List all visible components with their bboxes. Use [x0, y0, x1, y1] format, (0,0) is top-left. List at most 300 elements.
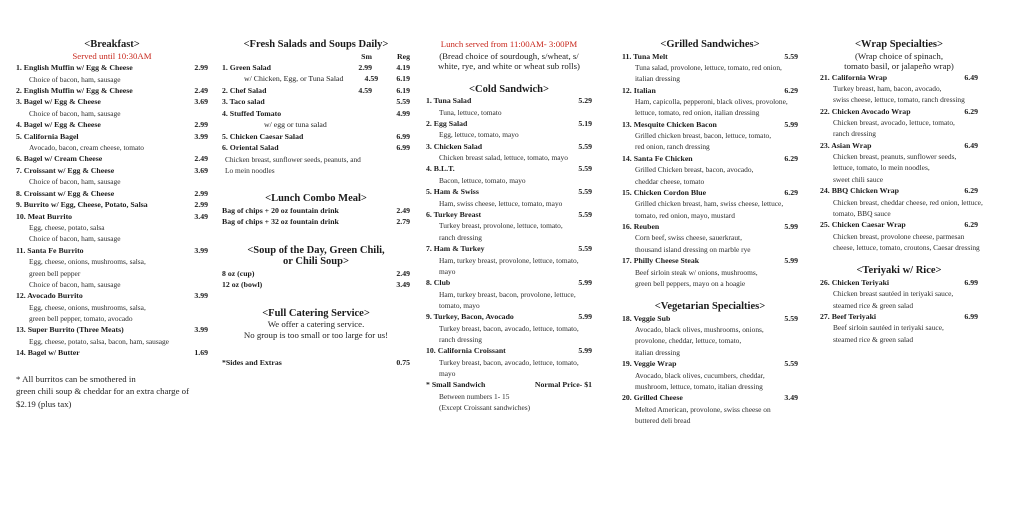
menu-item-row [426, 95, 592, 107]
menu-item-row [622, 85, 798, 97]
spacer [911, 106, 965, 118]
item-price: 6.29 [784, 85, 798, 95]
item-price-small [334, 131, 372, 143]
menu-column [426, 39, 592, 426]
menu-item [622, 119, 798, 153]
item-name: 8 oz (cup) [222, 268, 255, 278]
menu-item-row [16, 245, 208, 257]
item-description: mushroom, lettuce, tomato, italian dressing [635, 381, 763, 391]
item-name: 6. Turkey Breast [426, 209, 482, 219]
item-price: 6.49 [964, 72, 978, 82]
item-price: 3.99 [194, 131, 208, 141]
menu-item-row [426, 163, 592, 175]
item-description: Avocado, black olives, cucumbers, cheddar, [635, 370, 765, 380]
menu-item-row [426, 243, 592, 255]
menu-item [16, 165, 208, 188]
menu-item [820, 140, 978, 185]
item-price-small: 4.59 [358, 85, 372, 95]
menu-item-row [222, 216, 410, 228]
menu-item [16, 324, 208, 347]
menu-item [16, 131, 208, 154]
item-price: 5.99 [578, 346, 592, 356]
item-price: 6.29 [964, 106, 978, 116]
item-price: 5.99 [784, 221, 798, 231]
item-description: green bell pepper [29, 268, 81, 278]
item-price-small [334, 96, 372, 108]
spacer [254, 268, 396, 280]
item-description: Ham, capicolla, pepperoni, black olives, provolone, [635, 97, 788, 107]
spacer [266, 85, 334, 97]
spacer [506, 345, 579, 357]
section-title: <Cold Sandwich> [469, 83, 549, 95]
item-name: 13. Mesquite Chicken Bacon [622, 119, 717, 129]
item-name: 1. Tuna Salad [426, 96, 472, 105]
item-price-regular: 4.19 [396, 62, 410, 72]
menu-item-row [426, 379, 592, 391]
menu-item [16, 245, 208, 290]
menu-item-row [622, 187, 798, 199]
menu-column [820, 39, 983, 357]
spacer [133, 62, 195, 74]
menu-item [222, 279, 410, 291]
spacer [339, 205, 396, 217]
spacer [101, 96, 194, 108]
menu-item-row [222, 142, 410, 154]
item-description: Avocado, black olives, mushrooms, onions, [635, 325, 764, 335]
item-description: Turkey breast, bacon, avocado, lettuce, tomato, [439, 323, 579, 333]
menu-section [222, 193, 410, 228]
menu-section [222, 308, 410, 341]
item-price: 5.59 [578, 187, 592, 197]
item-name: 18. Veggie Sub [622, 313, 671, 323]
item-description: Tuna, lettuce, tomato [439, 107, 502, 117]
item-price: 5.99 [578, 278, 592, 288]
menu-item [426, 311, 592, 345]
item-description: Turkey breast, ham, bacon, avocado, [833, 84, 942, 93]
item-name: 7. Croissant w/ Egg & Cheese [16, 165, 115, 175]
item-price-regular: 4.99 [396, 108, 410, 118]
spacer [899, 185, 964, 197]
item-name: 20. Grilled Cheese [622, 393, 683, 403]
menu-section [622, 39, 798, 289]
spacer [656, 85, 785, 97]
menu-item [426, 379, 592, 413]
spacer [114, 188, 194, 200]
spacer [72, 211, 194, 223]
section-subtitle: Served until 10:30AM [72, 50, 152, 61]
item-price: 0.75 [396, 358, 410, 368]
spacer [467, 118, 578, 130]
spacer [114, 165, 194, 177]
menu-item [426, 277, 592, 311]
item-price-small: 2.99 [358, 62, 372, 72]
menu-item-row [222, 85, 410, 97]
item-price-small [334, 142, 372, 154]
item-price: 5.99 [784, 119, 798, 129]
item-name: 3. Bagel w/ Egg & Cheese [16, 97, 101, 107]
item-description: tomato, BBQ sauce [833, 208, 891, 218]
menu-item [622, 221, 798, 255]
menu-item-row [820, 106, 978, 118]
section-text-line: tomato basil, or jalapeño wrap) [844, 61, 954, 71]
menu-item [622, 51, 798, 85]
menu-item [222, 96, 410, 108]
item-price: 2.99 [194, 200, 208, 210]
menu-item [426, 163, 592, 186]
menu-section [222, 245, 410, 291]
item-name: 27. Beef Teriyaki [820, 311, 877, 321]
item-name: 13. Super Burrito (Three Meats) [16, 325, 124, 335]
item-name: 12. Italian [622, 85, 656, 95]
item-description: mayo [439, 369, 456, 379]
item-price: 5.59 [578, 141, 592, 151]
menu-item [16, 96, 208, 119]
spacer [484, 243, 578, 255]
menu-item-row [820, 185, 978, 197]
section-text-line: (Bread choice of sourdough, s/wheat, s/ [439, 50, 579, 61]
menu-section [426, 39, 592, 72]
item-price-regular: 6.19 [396, 85, 410, 95]
menu-item-row [16, 131, 208, 143]
spacer [699, 255, 784, 267]
section-subtitle: Lunch served from 11:00AM- 3:00PM [440, 39, 578, 49]
price-column-header-sm: Sm [361, 51, 372, 61]
item-price: 6.29 [964, 220, 978, 230]
item-price: 1.69 [194, 348, 208, 358]
item-price: 2.49 [194, 85, 208, 95]
menu-item [222, 357, 410, 369]
section-text-line: We offer a catering service. [267, 319, 365, 330]
item-name: 6. Bagel w/ Cream Cheese [16, 154, 103, 164]
menu-item-row [16, 119, 208, 131]
menu-item [622, 255, 798, 289]
item-description: cheddar cheese, tomato [635, 176, 705, 186]
item-name: 5. Chicken Caesar Salad [222, 131, 304, 141]
spacer [279, 142, 334, 154]
item-description: Choice of bacon, ham, sausage [29, 108, 121, 118]
spacer [677, 358, 785, 370]
item-description: (Except Croissant sandwiches) [439, 403, 531, 413]
item-description: mayo [439, 266, 456, 276]
item-description: Between numbers 1- 15 [439, 391, 510, 401]
item-description: Grilled chicken breast, bacon, lettuce, tomato, [635, 131, 772, 141]
item-name: 8. Croissant w/ Egg & Cheese [16, 188, 115, 198]
section-title: <Vegetarian Specialties> [654, 301, 766, 313]
menu-item-row [622, 358, 798, 370]
item-price: Normal Price- $1 [534, 380, 592, 390]
menu-footnote-line: * All burritos can be smothered in [16, 373, 136, 384]
item-name: 26. Chicken Teriyaki [820, 277, 890, 287]
menu-item-row [622, 119, 798, 131]
spacer [124, 324, 195, 336]
menu-section [222, 39, 410, 176]
menu-item [16, 188, 208, 200]
menu-item [622, 358, 798, 392]
menu-section [820, 265, 978, 345]
item-price-regular: 6.99 [396, 131, 410, 141]
menu-item [426, 243, 592, 277]
spacer [327, 119, 410, 131]
spacer [303, 131, 334, 143]
item-name: 2. Egg Salad [426, 118, 468, 128]
item-description: Melted American, provolone, swiss cheese on [635, 404, 771, 414]
menu-item [222, 216, 410, 228]
spacer [282, 357, 397, 369]
item-description: Chicken breast, avocado, lettuce, tomato, [833, 118, 955, 128]
item-name: 21. California Wrap [820, 72, 888, 82]
item-name: *Sides and Extras [222, 358, 282, 368]
item-description: Lo mein noodles [225, 165, 275, 175]
spacer [102, 153, 194, 165]
spacer [262, 279, 396, 291]
item-price: 2.49 [396, 205, 410, 215]
section-text-line: (Wrap choice of spinach, [854, 50, 944, 61]
menu-section [16, 39, 208, 410]
menu-item [222, 62, 410, 74]
item-name: 15. Chicken Cordon Blue [622, 187, 707, 197]
menu-item-row [622, 153, 798, 165]
spacer [668, 51, 785, 63]
item-price: 6.29 [784, 187, 798, 197]
menu-item-row [426, 141, 592, 153]
item-name: 24. BBQ Chicken Wrap [820, 186, 899, 196]
item-description: Choice of bacon, ham, sausage [29, 234, 121, 244]
item-price: 5.59 [784, 359, 798, 369]
item-description: ranch dressing [439, 335, 482, 345]
menu-item [426, 186, 592, 209]
item-description: italian dressing [635, 74, 680, 84]
item-price: 6.29 [964, 186, 978, 196]
section-title: <Grilled Sandwiches> [660, 39, 760, 50]
spacer [479, 186, 578, 198]
item-name: 10. Meat Burrito [16, 211, 73, 221]
item-name: 1. English Muffin w/ Egg & Cheese [16, 63, 133, 72]
item-price: 3.69 [194, 97, 208, 107]
menu-column [222, 39, 410, 386]
item-name: 25. Chicken Caesar Wrap [820, 220, 906, 230]
item-price: 5.59 [784, 51, 798, 61]
menu-item [426, 95, 592, 118]
item-price: 6.29 [784, 153, 798, 163]
menu-item-row [426, 186, 592, 198]
menu-section [820, 39, 983, 253]
item-description: Grilled Chicken breast, bacon, avocado, [635, 165, 754, 175]
menu-item [622, 392, 798, 426]
item-name: 22. Chicken Avocado Wrap [820, 106, 911, 116]
menu-item-row [820, 140, 978, 152]
menu-section [222, 357, 410, 369]
item-description: Beef sirloin sautéed in teriyaki sauce, [833, 323, 944, 333]
item-description: italian dressing [635, 347, 680, 357]
menu-item-row [16, 96, 208, 108]
item-description: buttered deli bread [635, 415, 691, 425]
spacer [471, 95, 578, 107]
menu-item-row [222, 268, 410, 280]
item-description: Choice of bacon, ham, sausage [29, 177, 121, 187]
spacer [481, 209, 578, 221]
section-title: or Chili Soup> [283, 256, 349, 268]
item-description: steamed rice & green salad [833, 334, 914, 344]
menu-footnote [16, 373, 208, 411]
spacer [514, 311, 579, 323]
menu-item [820, 185, 983, 219]
menu-item [820, 219, 978, 253]
item-description: Choice of bacon, ham, sausage [29, 74, 121, 84]
item-name: 3. Taco salad [222, 97, 265, 106]
spacer [659, 221, 784, 233]
item-name: 12 oz (bowl) [222, 280, 263, 290]
item-description: sweet chili sauce [833, 174, 884, 184]
item-description: Turkey breast, provolone, lettuce, tomato, [439, 221, 563, 231]
item-name: 19. Veggie Wrap [622, 359, 677, 369]
spacer [271, 62, 334, 74]
menu-item-row [820, 311, 978, 323]
item-price: 6.49 [964, 140, 978, 150]
menu-item [16, 119, 208, 131]
menu-column [622, 39, 798, 438]
section-text-line: white, rye, and white or wheat sub rolls) [438, 61, 580, 71]
section-title: <Teriyaki w/ Rice> [856, 265, 942, 277]
item-name: 16. Reuben [622, 221, 660, 231]
item-description: tomato, mayo [439, 300, 480, 310]
item-price: 3.99 [194, 325, 208, 335]
menu-item [222, 119, 410, 131]
item-description: cheese, lettuce, tomato, croutons, Caesar dressing [833, 242, 980, 252]
item-price: 2.49 [396, 268, 410, 278]
menu-item [16, 347, 208, 359]
spacer [887, 72, 964, 84]
menu-item-row [622, 51, 798, 63]
item-name: 7. Ham & Turkey [426, 244, 485, 254]
item-name: 1. Green Salad [222, 62, 272, 72]
menu-item-row [222, 96, 410, 108]
item-description: Chicken breast, peanuts, sunflower seeds, [833, 152, 957, 162]
item-name: 14. Santa Fe Chicken [622, 153, 693, 163]
item-price: 5.29 [578, 96, 592, 105]
menu-item-row [16, 153, 208, 165]
item-description: Corn beef, swiss cheese, sauerkraut, [635, 233, 742, 243]
menu-item-row [622, 255, 798, 267]
item-name: 12. Avocado Burrito [16, 291, 83, 301]
menu-item [820, 106, 978, 140]
menu-item [622, 313, 798, 358]
item-price-regular: 6.99 [396, 143, 410, 152]
item-price: 5.19 [578, 118, 592, 128]
item-description: Tuna salad, provolone, lettuce, tomato, red onion, [635, 63, 782, 72]
item-name: 4. Bagel w/ Egg & Cheese [16, 120, 101, 130]
spacer [872, 140, 965, 152]
price-column-header-reg: Reg [397, 51, 410, 61]
menu-item-row [16, 211, 208, 223]
menu-item-row [16, 199, 208, 211]
spacer [889, 277, 964, 289]
price-column-headers [222, 51, 410, 62]
item-description: Chicken breast, cheddar cheese, red onion, lettuce, [833, 197, 983, 207]
menu-item-row [16, 165, 208, 177]
menu-item-row [622, 392, 798, 404]
item-price: 3.49 [784, 393, 798, 403]
item-description: Egg, cheese, onions, mushrooms, salsa, [29, 302, 146, 312]
item-description: Egg, cheese, potato, salsa, bacon, ham, sausage [29, 336, 169, 346]
menu-item [820, 311, 978, 345]
item-price: 2.49 [194, 154, 208, 164]
menu-item-row [222, 62, 410, 74]
menu-item [222, 108, 410, 120]
item-price-regular: 6.19 [396, 74, 410, 83]
spacer [133, 85, 195, 97]
item-name: 10. California Croissant [426, 346, 506, 356]
menu-item [16, 290, 208, 324]
item-name: 5. Ham & Swiss [426, 187, 479, 197]
item-description: Chicken breast, provolone cheese, parmesan [833, 231, 965, 241]
spacer [455, 163, 579, 175]
item-price: 2.99 [194, 63, 208, 72]
menu-item [222, 205, 410, 217]
item-description: ranch dressing [833, 129, 876, 139]
menu-item-row [426, 277, 592, 289]
section-title: <Full Catering Service> [262, 307, 370, 319]
spacer [876, 311, 964, 323]
item-name: w/ egg or tuna salad [264, 120, 327, 129]
item-description: green bell pepper, tomato, avocado [29, 313, 133, 323]
spacer [80, 347, 195, 359]
spacer [485, 379, 534, 391]
menu-item [222, 268, 410, 280]
section-text-line: No group is too small or too large for us! [243, 329, 389, 340]
item-name: 2. Chef Salad [222, 85, 267, 95]
menu-item-row [622, 313, 798, 325]
item-description: Choice of bacon, ham, sausage [29, 279, 121, 289]
item-name: * Small Sandwich [426, 380, 486, 390]
item-description: Egg, lettuce, tomato, mayo [439, 130, 519, 140]
menu-item [426, 209, 592, 243]
spacer [450, 277, 578, 289]
menu-footnote-line: $2.19 (plus tax) [16, 398, 72, 409]
menu-item [820, 72, 978, 106]
menu-item [426, 118, 592, 141]
item-description: Ham, turkey breast, bacon, provolone, lettuce, [439, 289, 576, 299]
item-name: 9. Burrito w/ Egg, Cheese, Potato, Salsa [16, 200, 148, 210]
menu-item-row [222, 357, 410, 369]
spacer [339, 216, 396, 228]
item-price: 6.99 [964, 311, 978, 321]
menu-item-row [622, 221, 798, 233]
item-price: 3.69 [194, 165, 208, 175]
item-description: Ham, turkey breast, provolone, lettuce, tomato, [439, 255, 579, 265]
menu-item [16, 153, 208, 165]
item-name: 6. Oriental Salad [222, 143, 279, 152]
item-description: Chicken breast salad, lettuce, tomato, mayo [439, 153, 568, 163]
item-description: lettuce, tomato, lo mein noodles, [833, 163, 930, 173]
spacer [683, 392, 784, 404]
item-name: 4. Stuffed Tomato [222, 108, 282, 118]
spacer [693, 153, 785, 165]
menu-item [16, 211, 208, 245]
spacer [222, 51, 334, 62]
menu-item [222, 131, 410, 143]
menu-item [222, 73, 410, 85]
item-description: ranch dressing [439, 232, 482, 242]
item-description: Turkey breast, bacon, avocado, lettuce, tomato, [439, 357, 579, 367]
item-price: 3.49 [396, 280, 410, 290]
spacer [83, 290, 195, 302]
menu-item [16, 85, 208, 97]
menu-item [16, 62, 208, 85]
item-description: Chicken breast, sunflower seeds, peanuts, and [225, 154, 361, 164]
item-description: swiss cheese, lettuce, tomato, ranch dressing [833, 95, 965, 105]
item-price: 5.59 [578, 164, 592, 174]
section-title: <Wrap Specialties> [855, 39, 943, 50]
